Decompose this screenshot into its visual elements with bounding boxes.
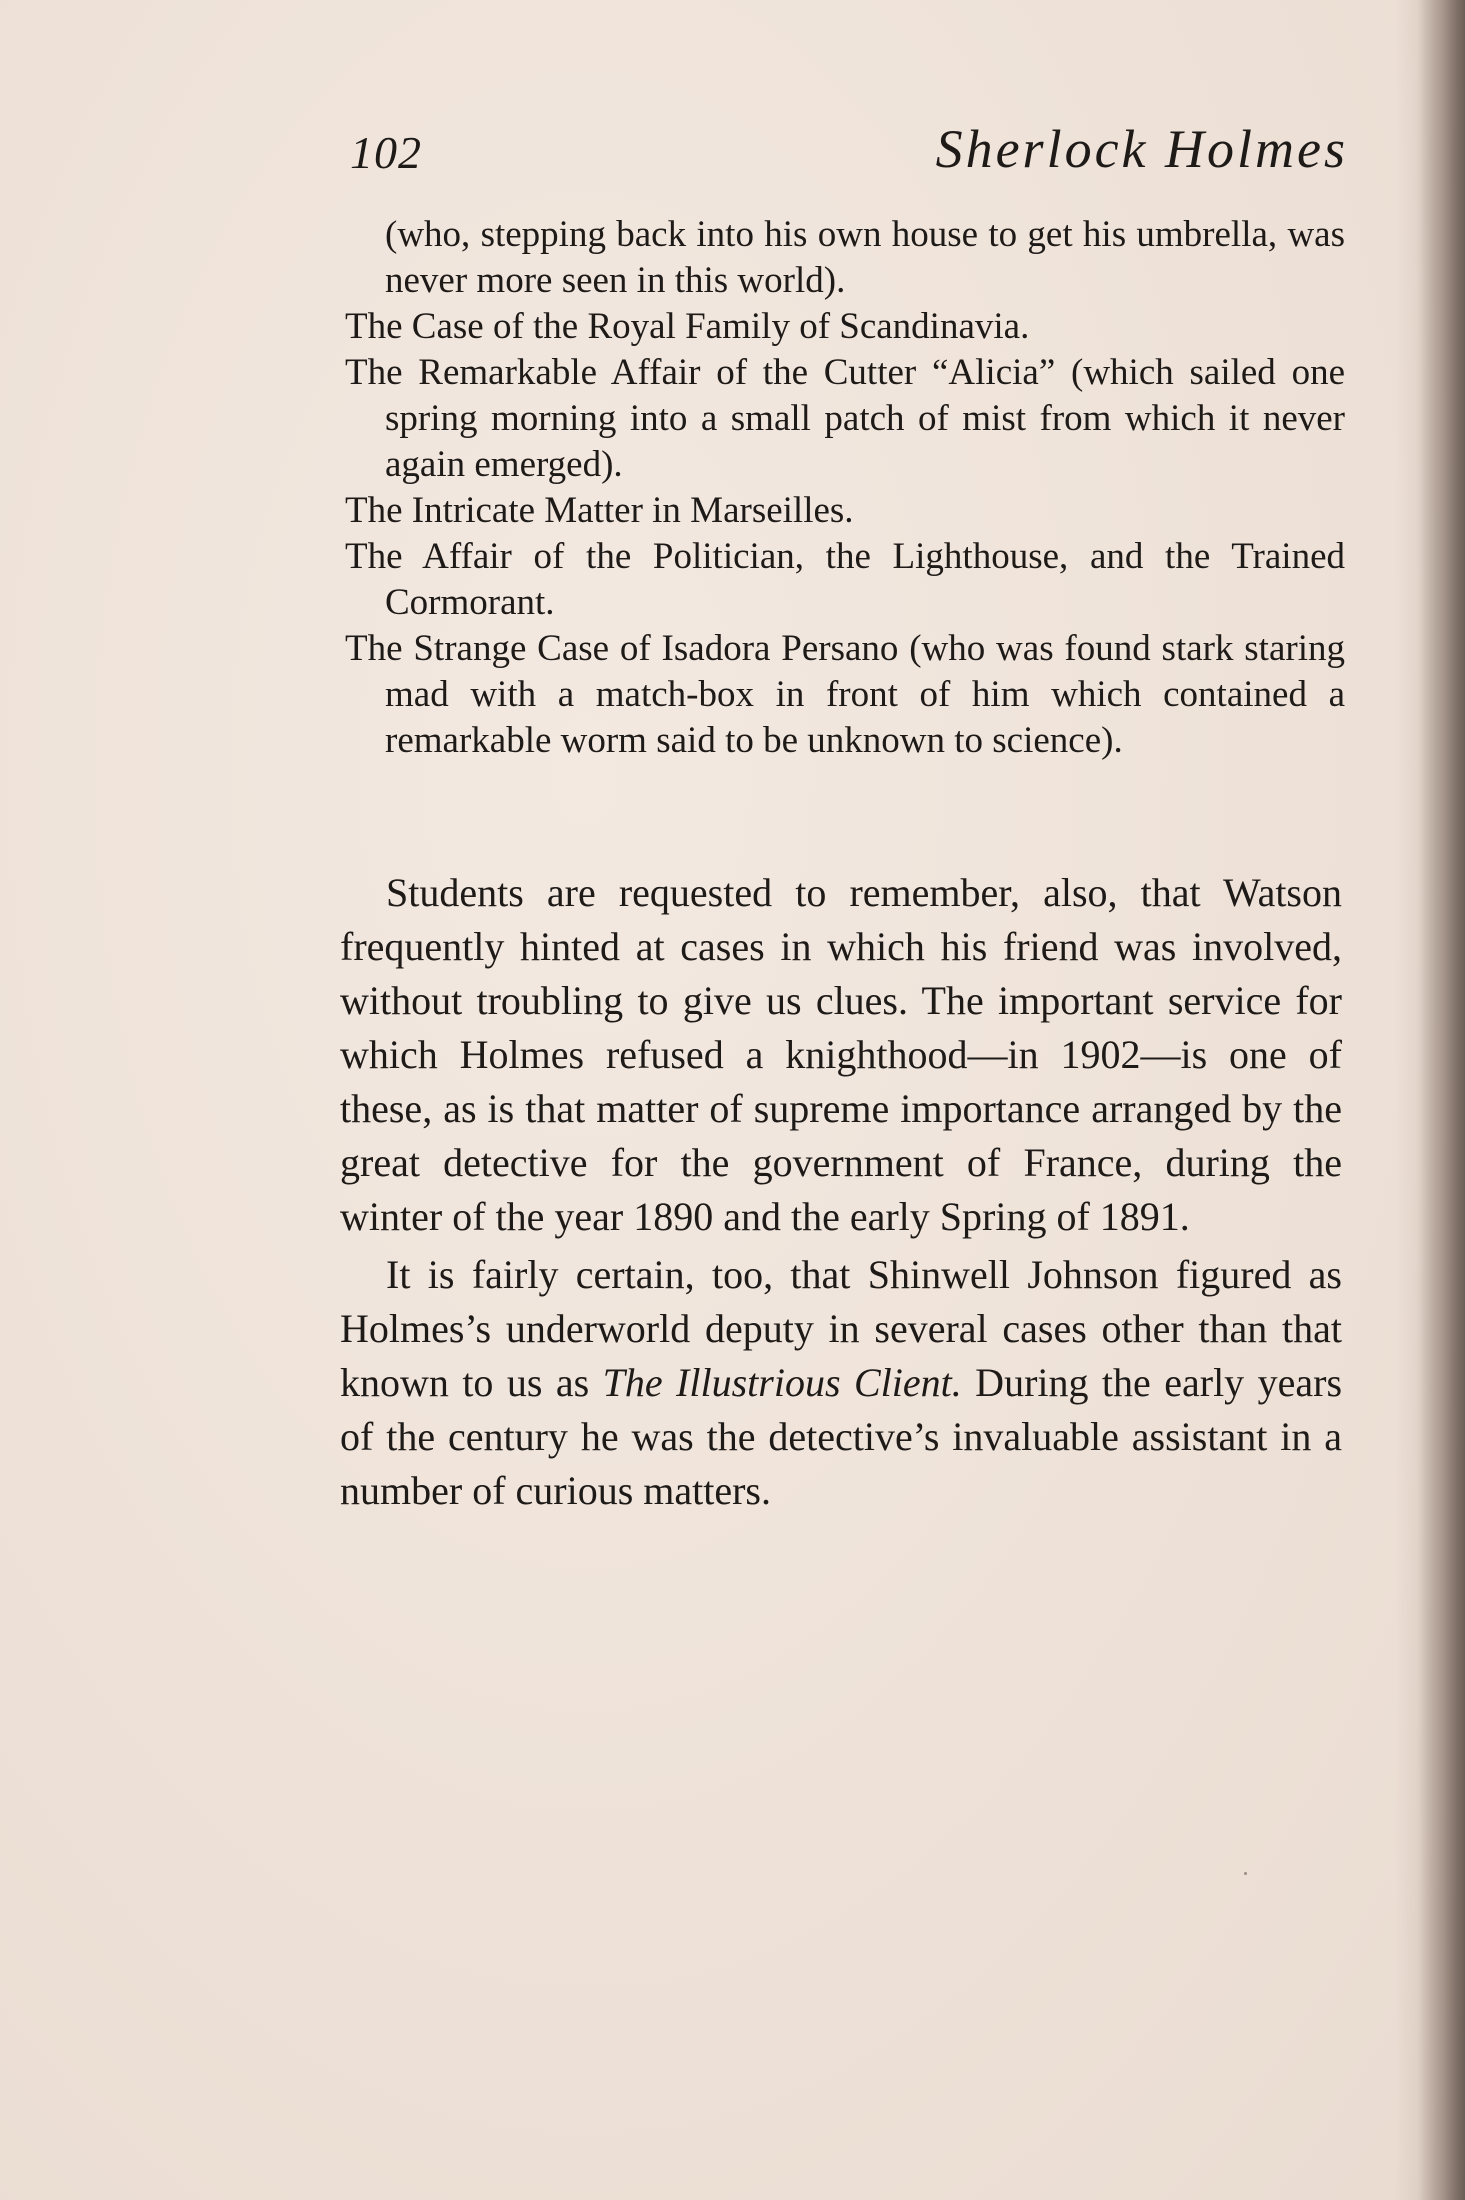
case-list [345,212,1345,764]
running-title: Sherlock Holmes [935,119,1348,179]
body-text [340,866,1342,1518]
paragraph-text: During the early years of the century he was the detective’s invaluable assistant in a number of curious matters. [340,1360,1343,1513]
paragraph [340,1248,1342,1518]
paragraph: Students are requested to remember, also, that Watson frequently hinted at cases in which his friend was involved, without troubling to give us clues. The important service for which Holmes refused a knighthood—in 1902—is one of these, as is that matter of supreme importance arranged by the great detective for the government of France, during the winter of the year 1890 and the early Spring of 1891. [340,870,1342,1239]
page-number: 102 [350,127,422,178]
case-list-item: The Affair of the Politician, the Lighthouse, and the Trained Cormorant. [345,536,1345,623]
paper-speck [1244,1872,1247,1875]
binding-shadow [1417,0,1465,2200]
case-list-item: The Case of the Royal Family of Scandinavia. [345,306,1030,347]
paragraph-text: It is fairly certain, too, that Shinwell Johnson figured as Holmes’s underworld deputy in several cases other than that known to us as [340,1252,1342,1405]
case-list-item: The Remarkable Affair of the Cutter “Alicia” (which sailed one spring morning into a small patch of mist from which it never again emerged). [345,352,1345,485]
case-list-item: The Strange Case of Isadora Persano (who was found stark staring mad with a match-box in front of him which contained a remarkable worm said to be unknown to science). [345,628,1345,761]
running-head [350,118,1348,188]
book-title: The Illustrious Client. [602,1360,962,1405]
case-list-item: The Intricate Matter in Marseilles. [345,490,854,531]
case-list-item: (who, stepping back into his own house to get his umbrella, was never more seen in this world). [385,214,1345,301]
